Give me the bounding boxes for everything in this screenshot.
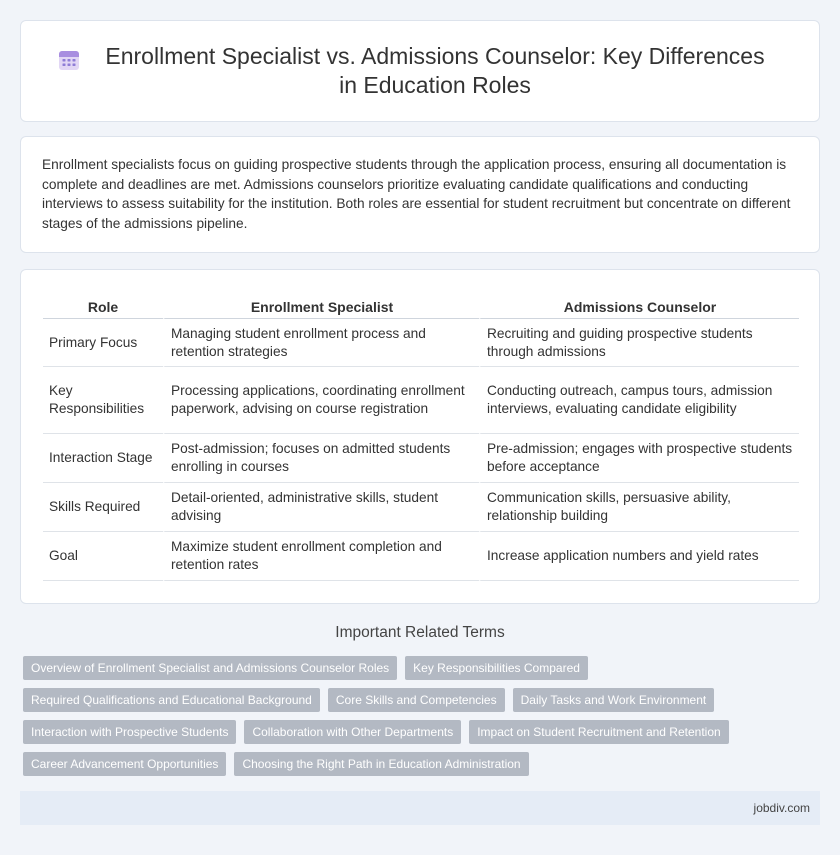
tag-row — [23, 752, 823, 776]
related-term-tag[interactable]: Daily Tasks and Work Environment — [513, 688, 715, 712]
table-row — [43, 532, 799, 581]
table-row — [43, 319, 799, 367]
tag-row — [23, 688, 823, 712]
intro-text: Enrollment specialists focus on guiding prospective students through the application process, ensuring all documentation is complete and deadlines are met. Admissions counselors prioritize evaluating candidate qualifications and conducting interviews to assess suitability for the institution. Both roles are essential for student recruitment but concentrate on different stages of the admissions pipeline. — [42, 157, 791, 231]
header-card — [20, 20, 820, 122]
related-term-tag[interactable]: Key Responsibilities Compared — [405, 656, 588, 680]
table-cell: Processing applications, coordinating enrollment paperwork, advising on course registration — [163, 367, 479, 434]
table-cell: Pre-admission; engages with prospective students before acceptance — [479, 434, 799, 483]
related-term-tag[interactable]: Core Skills and Competencies — [328, 688, 505, 712]
row-label: Key Responsibilities — [43, 367, 163, 434]
header-enrollment-specialist: Enrollment Specialist — [163, 296, 479, 319]
footer-site[interactable]: jobdiv.com — [753, 801, 810, 815]
table-cell: Increase application numbers and yield rates — [479, 532, 799, 581]
table-cell: Recruiting and guiding prospective students through admissions — [479, 319, 799, 367]
related-term-tag[interactable]: Choosing the Right Path in Education Administration — [234, 752, 528, 776]
related-term-tag[interactable]: Required Qualifications and Educational Background — [23, 688, 320, 712]
header-role: Role — [43, 296, 163, 319]
table-cell: Post-admission; focuses on admitted students enrolling in courses — [163, 434, 479, 483]
table-row — [43, 434, 799, 483]
related-terms-tags — [23, 656, 823, 784]
related-term-tag[interactable]: Career Advancement Opportunities — [23, 752, 226, 776]
page-title: Enrollment Specialist vs. Admissions Counselor: Key Differences in Education Roles — [105, 43, 765, 98]
row-label: Interaction Stage — [43, 434, 163, 483]
related-terms-title: Important Related Terms — [335, 624, 505, 641]
table-row — [43, 483, 799, 532]
comparison-card — [20, 269, 820, 604]
tag-row — [23, 656, 823, 680]
table-cell: Communication skills, persuasive ability, relationship building — [479, 483, 799, 532]
header-admissions-counselor: Admissions Counselor — [479, 296, 799, 319]
row-label: Skills Required — [43, 483, 163, 532]
comparison-table — [43, 296, 799, 581]
table-cell: Managing student enrollment process and retention strategies — [163, 319, 479, 367]
related-term-tag[interactable]: Collaboration with Other Departments — [244, 720, 461, 744]
intro-card — [20, 136, 820, 253]
row-label: Goal — [43, 532, 163, 581]
table-cell: Maximize student enrollment completion and retention rates — [163, 532, 479, 581]
footer — [20, 791, 820, 825]
tag-row — [23, 720, 823, 744]
table-cell: Detail-oriented, administrative skills, student advising — [163, 483, 479, 532]
related-term-tag[interactable]: Interaction with Prospective Students — [23, 720, 236, 744]
table-cell: Conducting outreach, campus tours, admission interviews, evaluating candidate eligibility — [479, 367, 799, 434]
table-header-row — [43, 296, 799, 319]
row-label: Primary Focus — [43, 319, 163, 367]
related-term-tag[interactable]: Impact on Student Recruitment and Retention — [469, 720, 728, 744]
related-term-tag[interactable]: Overview of Enrollment Specialist and Admissions Counselor Roles — [23, 656, 397, 680]
table-row — [43, 367, 799, 434]
